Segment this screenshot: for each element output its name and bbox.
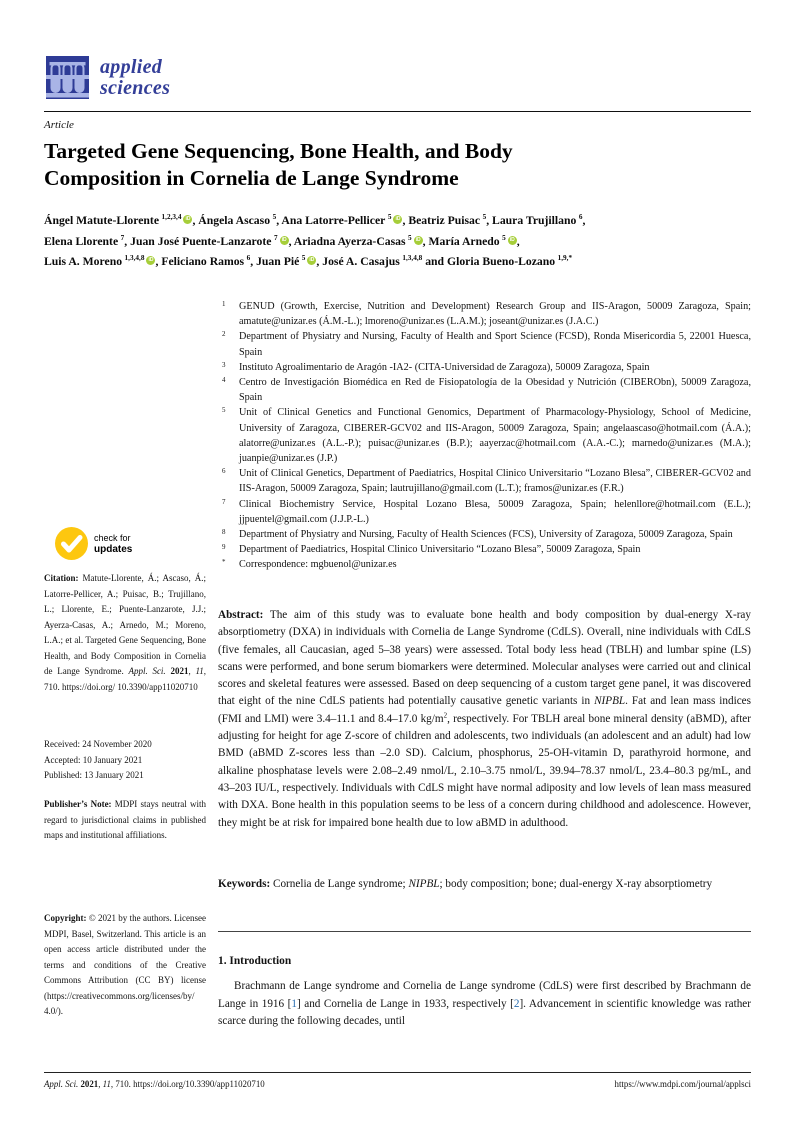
author-name: Ariadna Ayerza-Casas xyxy=(293,234,406,248)
author-name: Luis A. Moreno xyxy=(44,255,123,268)
citation-label: Citation: xyxy=(44,573,79,583)
author-name: José A. Casajus xyxy=(322,255,400,268)
affiliation-row xyxy=(222,497,751,527)
author-sup: 1,2,3,4 xyxy=(161,213,182,222)
author-separator: and xyxy=(422,255,447,268)
affiliation-number: 4 xyxy=(222,376,226,385)
citation-sep: , xyxy=(188,666,196,676)
affiliation-number: 5 xyxy=(222,406,226,415)
citation-doi: , 710. https://doi.org/ 10.3390/app11020710 xyxy=(44,666,207,692)
affiliation-text: Unit of Clinical Genetics and Functional Genomics, Department of Pharmacology-Physiology, School of Medicine, University of Zaragoza, CIBERER-GCV02 and IIS-Aragon, 50009 Zaragoza, Spain; angelaascaso@hotmail.com (Á.A.); alatorre@unizar.es (A.L.-P.); puisac@unizar.es (B.P.); aayerzac@hotmail.com (A.A.-C.); marnedo@unizar.es (M.A.); juanpie@unizar.es (J.P.) xyxy=(239,407,751,465)
orcid-icon[interactable]: iD xyxy=(395,216,401,222)
article-type-label: Article xyxy=(44,119,74,131)
author-separator: , xyxy=(124,234,131,248)
author-separator: , xyxy=(155,255,162,268)
author-sup: 6 xyxy=(246,254,251,263)
citation-text: Matute-Llorente, Á.; Ascaso, Á.; Latorre-Pellicer, A.; Puisac, B.; Trujillano, L.; Llorente, E.; Puente-Lanzarote, J.J.; Ayerza-Casas, A.; Arnedo, M.; Moreno, L.A.; et al. Targeted Gene Sequencing, Bone Health, and Body Composition in Cornelia de Lange Syndrome. xyxy=(44,573,206,676)
keywords-text-1: Cornelia de Lange syndrome; xyxy=(273,878,406,890)
author-name: Ana Latorre-Pellicer xyxy=(281,214,386,227)
affiliation-text: Department of Physiatry and Nursing, Faculty of Health Sciences (FCS), University of Zaragoza, 50009 Zaragoza, Spain xyxy=(239,529,733,541)
intro-text-3: ]. Advancement in scientific knowledge was rather scarce during the following decades, until xyxy=(218,997,751,1027)
affiliation-text: Instituto Agroalimentario de Aragón -IA2- (CITA-Universidad de Zaragoza), 50009 Zaragoza, Spain xyxy=(239,361,650,373)
author-separator: , xyxy=(486,214,493,227)
author-separator: , xyxy=(402,214,409,227)
footer-journal: Appl. Sci. xyxy=(44,1079,79,1089)
footer-year: 2021 xyxy=(80,1079,99,1089)
check-icon xyxy=(55,527,88,560)
author-separator: , xyxy=(582,214,586,227)
date-row-received xyxy=(44,737,206,753)
publisher-note xyxy=(44,797,206,844)
affiliation-number: 8 xyxy=(222,528,226,537)
author-name: Feliciano Ramos xyxy=(161,255,245,268)
affiliation-text: Clinical Biochemistry Service, Hospital Lozano Blesa, 50009 Zaragoza, Spain; helenllore@hotmail.com (E.L.); jjpuentel@gmail.com (J.J.P.-L.) xyxy=(239,498,751,525)
check-for-updates-label xyxy=(94,533,132,555)
publisher-note-label: Publisher’s Note: xyxy=(44,799,112,809)
journal-logo xyxy=(46,56,170,99)
affiliation-text: Department of Paediatrics, Hospital Clinico Universitario “Lozano Blesa”, 50009 Zaragoza, Spain xyxy=(239,544,641,556)
author-separator: , xyxy=(250,255,257,268)
author-separator: , xyxy=(276,214,282,227)
badge-line2: updates xyxy=(94,543,133,555)
badge-line1: check for xyxy=(94,532,131,543)
affiliation-row xyxy=(222,405,751,466)
footer-journal-url[interactable]: https://www.mdpi.com/journal/applsci xyxy=(614,1079,751,1089)
affiliation-row xyxy=(222,527,751,542)
reference-link-2[interactable]: 2 xyxy=(513,997,520,1010)
footer-rule xyxy=(44,1072,751,1073)
footer-sep: , xyxy=(98,1079,103,1089)
footer-volume: 11 xyxy=(102,1079,111,1089)
author-name: Beatriz Puisac xyxy=(408,214,481,227)
author-separator: , xyxy=(288,234,294,248)
orcid-icon[interactable]: iD xyxy=(415,236,421,243)
footer-doi-link[interactable]: https://doi.org/10.3390/app11020710 xyxy=(133,1079,265,1089)
author-sup: 1,3,4,8 xyxy=(124,254,145,263)
author-sup: 6 xyxy=(578,213,583,222)
gene-name: NIPBL xyxy=(594,695,626,708)
footer-citation xyxy=(44,1079,265,1089)
date-label: Received: xyxy=(44,739,80,749)
section-heading-introduction: 1. Introduction xyxy=(218,955,292,967)
orcid-icon[interactable]: iD xyxy=(185,216,191,222)
citation-year: 2021 xyxy=(170,666,189,676)
affiliation-text: Centro de Investigación Biomédica en Red de Fisiopatología de la Obesidad y Nutrición (CIBERObn), 50009 Zaragoza, Spain xyxy=(239,377,751,404)
affiliation-number: 6 xyxy=(222,467,226,476)
author-name: Elena Llorente xyxy=(44,234,119,248)
author-sup: 1,9,* xyxy=(557,254,573,263)
author-separator: , xyxy=(316,255,323,268)
intro-paragraph xyxy=(218,978,751,1031)
author-separator: , xyxy=(422,234,429,248)
page-footer xyxy=(44,1079,751,1089)
citation-journal: Appl. Sci. xyxy=(128,666,166,676)
author-list xyxy=(44,211,752,273)
affiliation-row xyxy=(222,542,751,557)
citation-volume: 11 xyxy=(195,666,204,676)
author-sup: 7 xyxy=(120,233,125,242)
affiliation-text: Unit of Clinical Genetics, Department of Paediatrics, Hospital Clinico Universitario “Lozano Blesa”, CIBERER-GCV02 and IIS-Aragon, 50009 Zaragoza, Spain; lautrujillano@gmail.com (L.T.); framos@unizar.es (F.R.) xyxy=(239,468,751,495)
affiliation-number: 7 xyxy=(222,497,226,506)
citation-block xyxy=(44,571,206,695)
journal-name-line2: sciences xyxy=(100,77,171,99)
reference-link-1[interactable]: 1 xyxy=(291,997,297,1010)
abstract-label: Abstract: xyxy=(218,609,264,621)
author-name: Gloria Bueno-Lozano xyxy=(446,255,556,268)
affiliation-number: 9 xyxy=(222,543,226,552)
superscript-2: 2 xyxy=(443,711,448,720)
date-value: 10 January 2021 xyxy=(82,754,143,765)
page-title-line1: Targeted Gene Sequencing, Bone Health, and Body xyxy=(44,139,513,163)
keywords xyxy=(218,876,751,893)
affiliation-text: Department of Physiatry and Nursing, Faculty of Health and Sport Science (FCSD), Ronda Misericordia 5, 22001 Huesca, Spain xyxy=(239,331,751,358)
abstract-text-3: , respectively. For TBLH areal bone mineral density (aBMD), after adjusting for height for age Z-score of children and adolescents, two individuals (an adolescent and an adult) had low BMD (aBMD Z-scores less than –2.0 SD). Calcium, phosphorus, 25-OH-vitamin D, parathyroid hormone, and alkaline phosphatase levels were 2.08–2.49 nmol/L, 2.10–3.75 nmol/L, 39.94–78.37 nmol/L, 23.4–80.3 pg/mL, and 43–203 IU/L, respectively. Individuals with CdLS might have normal adiposity and low levels of lean mass measured with DXA. Bone health in this population seems to be less of a concern during childhood and adolescence. However, they might be at risk for impaired bone health due to low aBMD in adulthood. xyxy=(218,712,751,829)
author-sup: 5 xyxy=(301,254,306,263)
author-name: Ángela Ascaso xyxy=(198,214,271,227)
keywords-rule xyxy=(218,931,751,932)
date-row-published xyxy=(44,768,206,784)
affiliation-list xyxy=(222,299,751,573)
affiliation-row xyxy=(222,557,751,572)
author-sup: 5 xyxy=(502,233,506,242)
publisher-note-text: MDPI stays neutral with regard to jurisdictional claims in published maps and institutional affiliations. xyxy=(44,799,206,840)
abstract xyxy=(218,607,751,832)
copyright-note xyxy=(44,911,206,1020)
author-name: María Arnedo xyxy=(428,234,500,248)
date-row-accepted xyxy=(44,753,206,769)
footer-pages: , 710. xyxy=(110,1079,134,1089)
page-title-line2: Composition in Cornelia de Lange Syndrome xyxy=(44,166,459,190)
header-rule xyxy=(44,111,751,112)
date-value: 24 November 2020 xyxy=(82,739,152,749)
abstract-text-1: The aim of this study was to evaluate bone health and body composition by dual-energy X-ray absorptiometry (DXA) in individuals with Cornelia de Lange Syndrome (CdLS). Overall, nine individuals with CdLS (five females, all Caucasian, aged 5–38 years) were assessed. Total body less head (TBLH) and lumbar spine (LS) scans were performed, and bone serum biomarkers were determined. Molecular analyses were carried out and clinical scores and skeletal features were assessed. Based on deep sequencing of a custom target gene panel, it was discovered that eight of the nine CdLS patients had potentially causative genetic variants in xyxy=(218,609,751,708)
intro-text-2: ] and Cornelia de Lange in 1933, respectively [ xyxy=(296,997,514,1010)
intro-text-1: Brachmann de Lange syndrome and Cornelia de Lange syndrome (CdLS) were first described by Brachmann de Lange in 1916 [ xyxy=(218,980,751,1010)
affiliation-number: 3 xyxy=(222,360,226,369)
author-sup: 1,3,4,8 xyxy=(402,254,423,263)
author-sup: 5 xyxy=(482,213,487,222)
keywords-text-2: ; body composition; bone; dual-energy X-ray absorptiometry xyxy=(439,878,713,890)
author-sup: 5 xyxy=(272,213,277,222)
affiliation-row xyxy=(222,375,751,405)
history-dates xyxy=(44,737,206,784)
affiliation-row xyxy=(222,360,751,375)
page-title xyxy=(44,138,734,192)
affiliation-row xyxy=(222,466,751,496)
date-label: Accepted: xyxy=(44,754,81,765)
author-sup: 5 xyxy=(408,233,412,242)
affiliation-number: * xyxy=(222,558,226,567)
abstract-text-2: . Fat and lean mass indices (FMI and LMI) were 3.4–11.1 and 8.4–17.0 kg/m xyxy=(218,695,751,725)
affiliation-number: 1 xyxy=(222,300,226,308)
journal-logo-icon xyxy=(46,56,89,99)
author-sup: 5 xyxy=(387,213,392,222)
author-name: Ángel Matute-Llorente xyxy=(44,214,160,227)
affiliation-row xyxy=(222,299,751,329)
author-separator: , xyxy=(516,234,520,248)
keywords-label: Keywords: xyxy=(218,878,271,890)
journal-name-line1: applied xyxy=(100,56,163,78)
author-name: Laura Trujillano xyxy=(492,214,577,227)
orcid-icon[interactable]: iD xyxy=(309,257,315,263)
orcid-icon[interactable]: iD xyxy=(281,236,287,243)
copyright-label: Copyright: xyxy=(44,913,87,923)
affiliation-row xyxy=(222,329,751,359)
affiliation-text: GENUD (Growth, Exercise, Nutrition and Development) Research Group and IIS-Aragon, 50009 Zaragoza, Spain; amatute@unizar.es (Á.M.-L.); lmoreno@unizar.es (L.A.M.); joseant@unizar.es (J.A.C.) xyxy=(239,301,751,328)
copyright-text: © 2021 by the authors. Licensee MDPI, Basel, Switzerland. This article is an open access article distributed under the terms and conditions of the Creative Commons Attribution (CC BY) license (https://creativecommons.org/licenses/by/ 4.0/). xyxy=(44,913,206,1016)
check-for-updates-badge[interactable] xyxy=(55,527,132,560)
author-name: Juan José Puente-Lanzarote xyxy=(130,234,272,248)
author-name: Juan Pié xyxy=(256,255,300,268)
journal-name xyxy=(100,56,170,99)
orcid-icon[interactable]: iD xyxy=(509,236,515,243)
date-value: 13 January 2021 xyxy=(84,770,144,780)
gene-name: NIPBL xyxy=(408,878,440,890)
author-separator: , xyxy=(192,214,199,227)
affiliation-text: Correspondence: mgbuenol@unizar.es xyxy=(239,559,397,571)
affiliation-number: 2 xyxy=(222,330,226,339)
date-label: Published: xyxy=(44,770,83,780)
orcid-icon[interactable]: iD xyxy=(148,257,154,263)
author-sup: 7 xyxy=(273,233,278,242)
